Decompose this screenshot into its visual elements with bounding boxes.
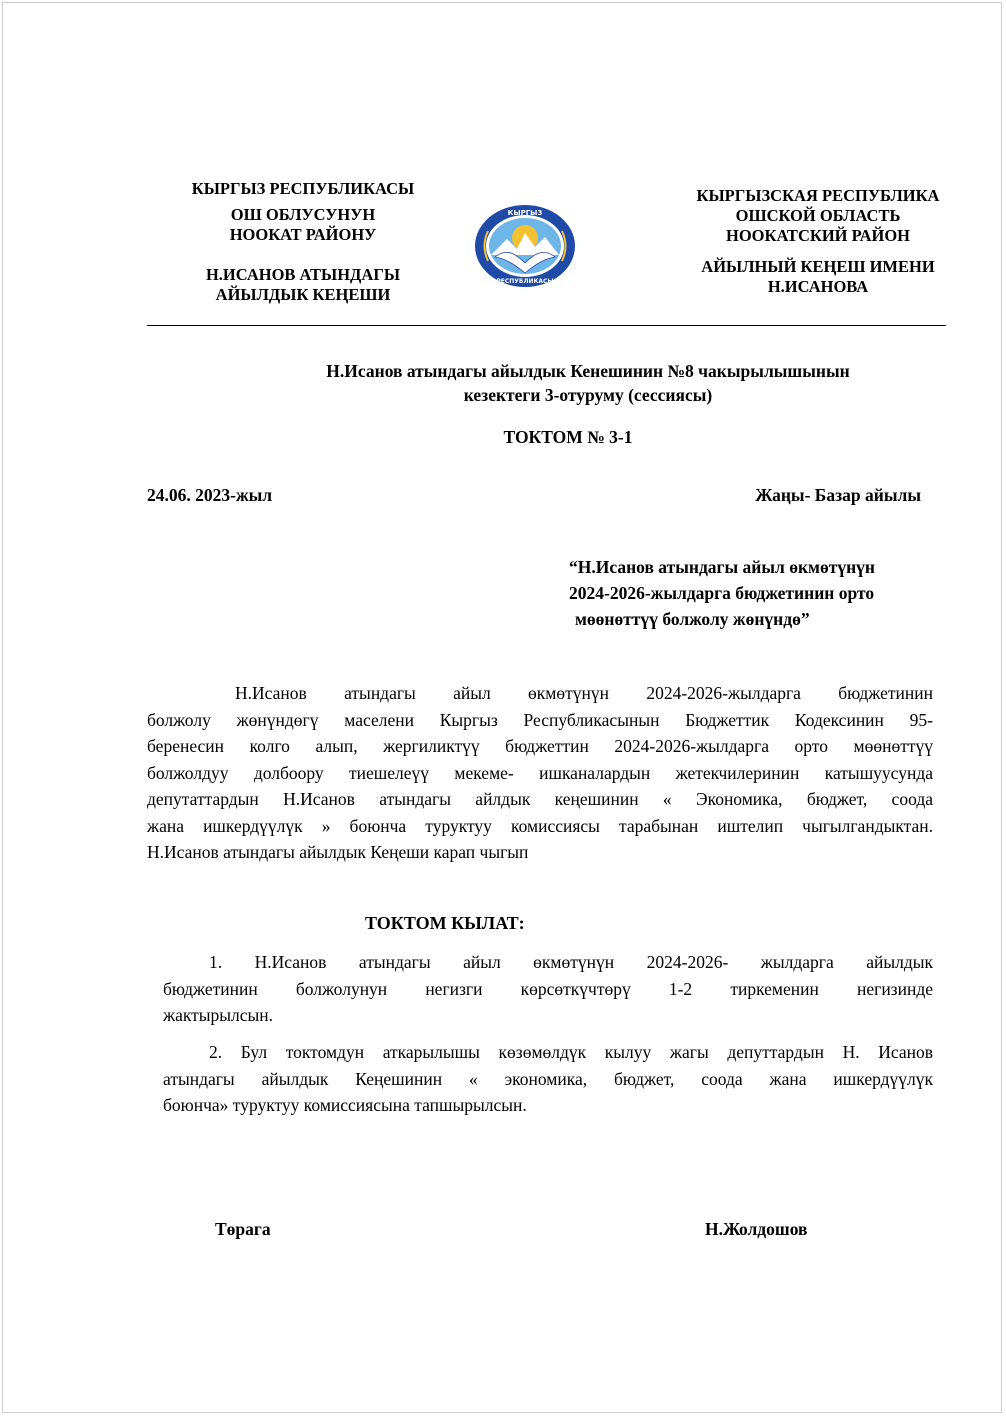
subject-line: мөөнөттүү болжолу жөнүндө” [575, 609, 810, 629]
item-line: боюнча» туруктуу комиссиясына тапшырылсын. [163, 1095, 527, 1115]
header-right-line: Н.ИСАНОВА [767, 277, 869, 296]
header-right-line: АЙЫЛНЫЙ КЕҢЕШ ИМЕНИ [701, 257, 935, 276]
session-line: кезектеги 3-отуруму (сессиясы) [463, 385, 713, 405]
signature-role: Төрага [215, 1219, 271, 1239]
decree-item [163, 1039, 933, 1119]
state-emblem-icon [473, 203, 577, 289]
item-line: жактырылсын. [163, 1005, 274, 1025]
header-right [633, 186, 1003, 246]
header-divider [147, 325, 946, 326]
session-heading [253, 359, 923, 407]
emblem-top-text: КЫРГЫЗ [507, 209, 543, 217]
subject-line: “Н.Исанов атындагы айыл өкмөтүнүн [569, 557, 875, 577]
decree-title: ТОКТОМ № 3-1 [503, 427, 633, 447]
header-left [153, 205, 453, 245]
preamble-line: беренесин колго алып, жергиликтүү бюджеттин 2024-2026-жылдарга орто мөөнөттүү [147, 736, 933, 756]
decree-item [163, 949, 933, 1029]
item-line: бюджетинин болжолунун негизги көрсөткүчтөрү 1-2 тиркеменин негизинде [163, 978, 933, 999]
preamble-line: депутаттардын Н.Исанов атындагы айлдык кеңешинин « Экономика, бюджет, соода [147, 789, 933, 809]
resolves-heading: ТОКТОМ КЫЛАТ: [365, 913, 525, 933]
document-page [2, 2, 1002, 1413]
decree-subject [569, 554, 875, 632]
decree-place: Жаңы- Базар айылы [755, 485, 921, 505]
preamble-line: Н.Исанов атындагы айыл өкмөтүнүн 2024-2026-жылдарга бюджетинин [235, 683, 933, 703]
preamble-line: Н.Исанов атындагы айылдык Кеңеши карап чыгып [147, 842, 529, 862]
session-line: Н.Исанов атындагы айылдык Кенешинин №8 чакырылышынын [326, 361, 850, 381]
emblem-bottom-text: РЕСПУБЛИКАСЫ [496, 278, 554, 285]
item-line: 2. Бул токтомдун аткарылышы көзөмөлдүк кылуу жагы депуттардын Н. Исанов [209, 1042, 933, 1062]
header-left [153, 265, 453, 305]
preamble-line: болжолу жөнүндөгү маселени Кыргыз Республикасынын Бюджеттик Кодексинин 95- [147, 709, 933, 730]
header-left-line: АЙЫЛДЫК КЕҢЕШИ [215, 285, 391, 304]
subject-line: 2024-2026-жылдарга бюджетинин орто [569, 583, 875, 603]
preamble-line: жана ишкердүүлүк » боюнча туруктуу комиссиясы тарабынан иштелип чыгылгандыктан. [147, 815, 933, 836]
signature-name: Н.Жолдошов [705, 1219, 808, 1239]
decree-date: 24.06. 2023-жыл [147, 485, 273, 505]
header-left-line: ОШ ОБЛУСУНУН [230, 205, 376, 224]
preamble-line: болжолдуу долбоору тиешелеүү мекеме- ишканалардын жетекчилеринин катышуусунда [147, 762, 933, 783]
header-right-line: НООКАТСКИЙ РАЙОН [726, 226, 910, 245]
header-right-line: ОШСКОЙ ОБЛАСТЬ [735, 206, 901, 225]
header-left [153, 179, 453, 199]
header-right [633, 257, 1003, 297]
header-left-line: Н.ИСАНОВ АТЫНДАГЫ [205, 265, 401, 284]
header-right-line: КЫРГЫЗСКАЯ РЕСПУБЛИКА [696, 186, 940, 205]
item-line: 1. Н.Исанов атындагы айыл өкмөтүнүн 2024-2026- жылдарга айылдык [209, 952, 933, 972]
header-left-line: НООКАТ РАЙОНУ [229, 225, 377, 244]
preamble-paragraph [147, 680, 933, 866]
header-left-line: КЫРГЫЗ РЕСПУБЛИКАСЫ [191, 179, 415, 198]
item-line: атындагы айылдык Кеңешинин « экономика, бюджет, соода жана ишкердүүлүк [163, 1068, 933, 1089]
